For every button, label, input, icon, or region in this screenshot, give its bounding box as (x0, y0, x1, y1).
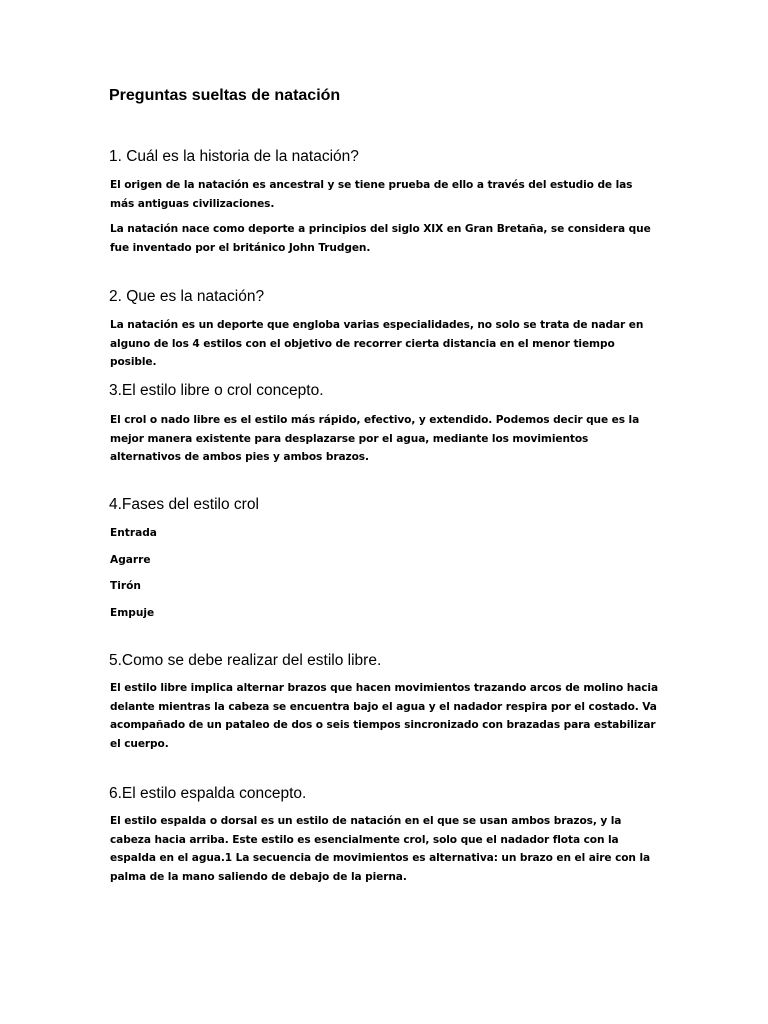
document-title: Preguntas sueltas de natación (109, 87, 341, 104)
question-5-heading: 5.Como se debe realizar del estilo libre. (109, 652, 382, 669)
question-6-paragraph-1: El estilo espalda o dorsal es un estilo de natación en el que se usan ambos brazos, y la cabeza hacia arriba. Este estilo es esencialmente crol, solo que el nadador flota con la espalda en el agua.1 La secuencia de movimientos es alternativa: un brazo en el aire con la palma de la mano saliendo de debajo de la pierna. (110, 815, 651, 883)
question-4-heading: 4.Fases del estilo crol (109, 496, 259, 513)
phase-item-empuje: Empuje (110, 607, 155, 619)
question-2-heading: 2. Que es la natación? (109, 288, 265, 305)
question-6-heading: 6.El estilo espalda concepto. (109, 785, 307, 802)
phase-item-entrada: Entrada (110, 527, 157, 539)
question-1-heading: 1. Cuál es la historia de la natación? (109, 148, 359, 165)
question-3-paragraph-1: El crol o nado libre es el estilo más rápido, efectivo, y extendido. Podemos decir que es la mejor manera existente para desplazarse por el agua, mediante los movimientos alternativos de ambos pies y ambos brazos. (110, 414, 640, 463)
question-1-paragraph-2: La natación nace como deporte a principios del siglo XIX en Gran Bretaña, se considera que fue inventado por el británico John Trudgen. (110, 223, 651, 254)
phase-item-agarre: Agarre (110, 554, 151, 566)
question-2-paragraph-1: La natación es un deporte que engloba varias especialidades, no solo se trata de nadar en alguno de los 4 estilos con el objetivo de recorrer cierta distancia en el menor tiempo posible. (110, 319, 644, 368)
phase-item-tiron: Tirón (110, 580, 141, 592)
question-1-paragraph-1: El origen de la natación es ancestral y se tiene prueba de ello a través del estudio de las más antiguas civilizaciones. (110, 179, 633, 210)
question-5-paragraph-1: El estilo libre implica alternar brazos que hacen movimientos trazando arcos de molino hacia delante mientras la cabeza se encuentra bajo el agua y el nadador respira por el costado. Va acompañado de un pataleo de dos o seis tiempos sincronizado con brazadas para estabilizar el cuerpo. (110, 682, 658, 750)
question-3-heading: 3.El estilo libre o crol concepto. (109, 382, 324, 399)
